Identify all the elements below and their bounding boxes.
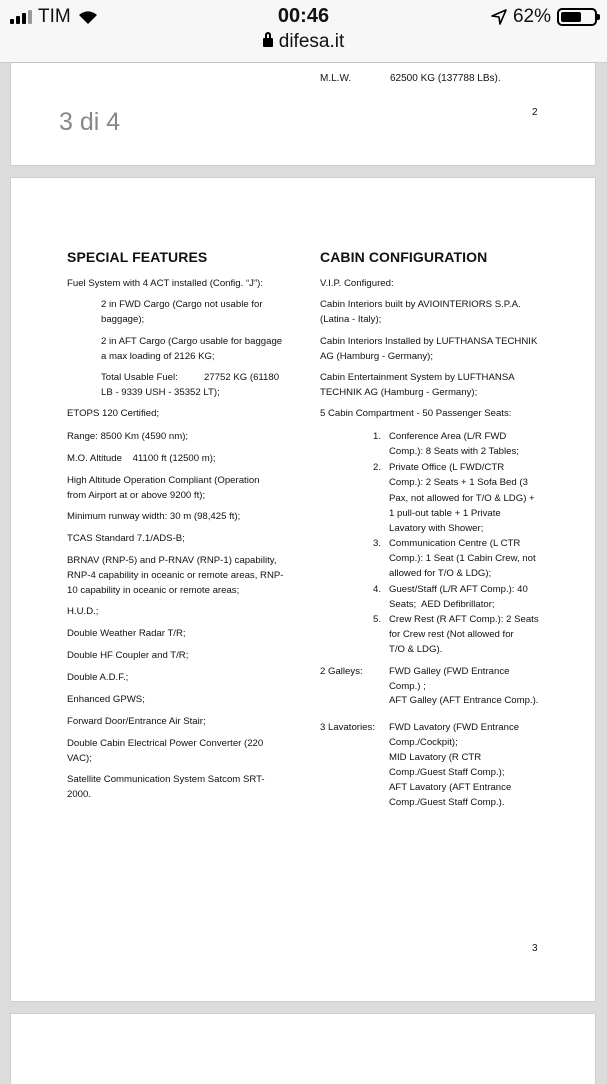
power-line2: VAC); — [67, 753, 92, 764]
satcom-line1: Satellite Communication System Satcom SRT- — [67, 774, 265, 785]
fuel-system-text: Fuel System with 4 ACT installed (Config. “J”): — [67, 278, 264, 289]
list-number: 3. — [373, 538, 382, 549]
browser-chrome — [0, 0, 607, 63]
lavatory-line: AFT Lavatory (AFT Entrance — [389, 782, 512, 793]
page-indicator: 3 di 4 — [59, 108, 121, 136]
aft-cargo-line2: a max loading of 2126 KG; — [101, 351, 215, 362]
special-features-heading: SPECIAL FEATURES — [67, 249, 208, 265]
list-item-line: Communication Centre (L CTR — [389, 538, 521, 549]
list-item-line: T/O & LDG). — [389, 644, 443, 655]
carrier-name: TIM — [38, 6, 71, 27]
high-altitude-line1: High Altitude Operation Compliant (Operation — [67, 475, 260, 486]
pdf-page-3 — [11, 178, 595, 1001]
hf-text: Double HF Coupler and T/R; — [67, 650, 189, 661]
list-item-line: Pax, not allowed for T/O & LDG) + — [389, 493, 535, 504]
runway-text: Minimum runway width: 30 m (98,425 ft); — [67, 511, 241, 522]
brnav-line2: RNP-4 capability in oceanic or remote areas, RNP- — [67, 570, 284, 581]
battery-percent: 62% — [512, 6, 551, 27]
list-item-line: Guest/Staff (L/R AFT Comp.): 40 — [389, 584, 528, 595]
lavatory-line: FWD Lavatory (FWD Entrance — [389, 722, 520, 733]
list-item-line: Lavatory with Shower; — [389, 523, 484, 534]
list-number: 4. — [373, 584, 382, 595]
mlw-value: 62500 KG (137788 LBs). — [390, 73, 501, 84]
interiors-line2: (Latina - Italy); — [320, 314, 382, 325]
list-item-line: Private Office (L FWD/CTR — [389, 462, 505, 473]
status-right — [491, 6, 597, 28]
list-item-line: Comp.): 2 Seats + 1 Sofa Bed (3 — [389, 477, 528, 488]
range-text: Range: 8500 Km (4590 nm); — [67, 431, 189, 442]
battery-icon — [557, 8, 597, 26]
lavatory-line: Comp./Guest Staff Comp.). — [389, 797, 505, 808]
lavatory-line: Comp./Guest Staff Comp.); — [389, 767, 505, 778]
usable-fuel-value1: 27752 KG (61180 — [204, 372, 280, 383]
url-text: difesa.it — [278, 31, 345, 52]
fwd-cargo-line1: 2 in FWD Cargo (Cargo not usable for — [101, 299, 263, 310]
usable-fuel-label: Total Usable Fuel: — [101, 372, 178, 383]
entertainment-line1: Cabin Entertainment System by LUFTHANSA — [320, 372, 515, 383]
galley-line: AFT Galley (AFT Entrance Comp.). — [389, 695, 539, 706]
galley-line: FWD Galley (FWD Entrance — [389, 666, 510, 677]
satcom-line2: 2000. — [67, 789, 92, 800]
mlw-label: M.L.W. — [320, 73, 352, 84]
fwd-cargo-line2: baggage); — [101, 314, 145, 325]
location-arrow-icon — [491, 9, 507, 25]
list-item-line: Comp.): 8 Seats with 2 Tables; — [389, 446, 519, 457]
aft-cargo-line1: 2 in AFT Cargo (Cargo usable for baggage — [101, 336, 283, 347]
altitude-text: M.O. Altitude 41100 ft (12500 m); — [67, 453, 216, 464]
lavatories-label: 3 Lavatories: — [320, 722, 375, 733]
compartments-text: 5 Cabin Compartment - 50 Passenger Seats: — [320, 408, 512, 419]
lavatory-line: MID Lavatory (R CTR — [389, 752, 482, 763]
page-number-3: 3 — [532, 943, 538, 954]
high-altitude-line2: from Airport at or above 9200 ft); — [67, 490, 206, 501]
list-item-line: 1 pull-out table + 1 Private — [389, 508, 501, 519]
interiors-line1: Cabin Interiors built by AVIOINTERIORS S.P.A. — [320, 299, 521, 310]
galley-line: Comp.) ; — [389, 681, 426, 692]
list-number: 2. — [373, 462, 382, 473]
address-bar[interactable] — [0, 31, 607, 53]
installed-line1: Cabin Interiors Installed by LUFTHANSA TECHNIK — [320, 336, 538, 347]
entertainment-line2: TECHNIK AG (Hamburg - Germany); — [320, 387, 478, 398]
galleys-label: 2 Galleys: — [320, 666, 363, 677]
adf-text: Double A.D.F.; — [67, 672, 129, 683]
list-item-line: allowed for T/O & LDG); — [389, 568, 492, 579]
gpws-text: Enhanced GPWS; — [67, 694, 145, 705]
usable-fuel-value2: LB - 9339 USH - 35352 LT); — [101, 387, 220, 398]
page-number-2: 2 — [532, 107, 538, 118]
list-number: 5. — [373, 614, 382, 625]
hud-text: H.U.D.; — [67, 606, 99, 617]
list-item-line: for Crew rest (Not allowed for — [389, 629, 514, 640]
lock-icon — [263, 38, 273, 47]
door-text: Forward Door/Entrance Air Stair; — [67, 716, 206, 727]
tcas-text: TCAS Standard 7.1/ADS-B; — [67, 533, 185, 544]
lavatory-line: Comp./Cockpit); — [389, 737, 458, 748]
etops-text: ETOPS 120 Certified; — [67, 408, 160, 419]
list-item-line: Conference Area (L/R FWD — [389, 431, 507, 442]
vip-text: V.I.P. Configured: — [320, 278, 394, 289]
installed-line2: AG (Hamburg - Germany); — [320, 351, 434, 362]
brnav-line1: BRNAV (RNP-5) and P-RNAV (RNP-1) capability, — [67, 555, 277, 566]
list-number: 1. — [373, 431, 382, 442]
pdf-page-4 — [11, 1014, 595, 1084]
list-item-line: Seats; AED Defibrillator; — [389, 599, 495, 610]
power-line1: Double Cabin Electrical Power Converter (220 — [67, 738, 264, 749]
status-time: 00:46 — [277, 5, 330, 27]
brnav-line3: 10 capability in oceanic or remote areas; — [67, 585, 240, 596]
radar-text: Double Weather Radar T/R; — [67, 628, 186, 639]
cabin-configuration-heading: CABIN CONFIGURATION — [320, 249, 488, 265]
list-item-line: Comp.): 1 Seat (1 Cabin Crew, not — [389, 553, 536, 564]
list-item-line: Crew Rest (R AFT Comp.): 2 Seats — [389, 614, 539, 625]
